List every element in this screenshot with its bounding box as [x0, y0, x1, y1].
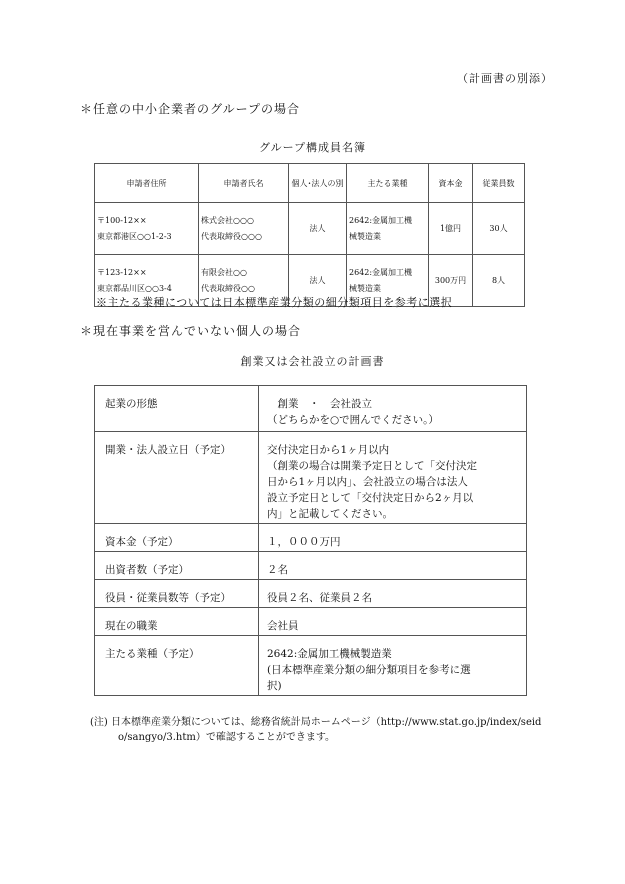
plan-value-line: 役員２名、従業員２名 — [267, 592, 372, 604]
industry-line: 2642:金属加工機 — [349, 215, 413, 225]
plan-label: 現在の職業 — [95, 608, 259, 636]
name-line: 有限会社○○ — [201, 267, 247, 277]
address-cell — [95, 203, 199, 255]
plan-value — [259, 386, 527, 432]
footer-note-line: (注) 日本標準産業分類については、総務省統計局ホームページ（http://www.stat.go.jp/index/seid — [90, 717, 542, 728]
plan-row-occupation — [95, 608, 527, 636]
roster-note: ※主たる業種については日本標準産業分類の細分類項目を参考に選択 — [96, 296, 453, 309]
entity-type-cell: 法人 — [289, 203, 347, 255]
plan-label: 役員・従業員数等（予定） — [95, 580, 259, 608]
plan-value-line: 内」と記載してください。 — [267, 508, 393, 520]
roster-title: グループ構成員名簿 — [258, 141, 367, 154]
plan-value-line: 会社員 — [267, 620, 299, 632]
plan-value-line: 交付決定日から1ヶ月以内 — [267, 444, 390, 456]
plan-row-business-form — [95, 386, 527, 432]
name-line: 代表取締役○○ — [201, 283, 255, 293]
plan-label: 開業・法人設立日（予定） — [95, 432, 259, 524]
plan-label: 起業の形態 — [95, 386, 259, 432]
plan-value-line: （どちらかを○で囲んでください。） — [267, 414, 439, 426]
plan-value-line: 創業 ・ 会社設立 — [267, 398, 372, 410]
industry-line: 械製造業 — [349, 231, 381, 241]
appendix-label: （計画書の別添） — [457, 72, 553, 85]
plan-value — [259, 552, 527, 580]
plan-row-capital — [95, 524, 527, 552]
plan-label: 資本金（予定） — [95, 524, 259, 552]
entity-type-cell: 法人 — [289, 255, 347, 307]
plan-value-line: 2642:金属加工機械製造業 — [267, 648, 392, 660]
plan-value-line: ２名 — [267, 564, 288, 576]
column-header-industry: 主たる業種 — [347, 164, 429, 203]
plan-value — [259, 636, 527, 696]
industry-cell — [347, 203, 429, 255]
plan-value-line: １，０００万円 — [267, 536, 341, 548]
column-header-employees: 従業員数 — [473, 164, 525, 203]
plan-row-founding-date — [95, 432, 527, 524]
column-header-capital: 資本金 — [429, 164, 473, 203]
industry-line: 械製造業 — [349, 283, 381, 293]
plan-value-line: （創業の場合は開業予定日として「交付決定 — [267, 460, 477, 472]
plan-value-line: 日から1ヶ月以内」、会社設立の場合は法人 — [267, 476, 468, 488]
capital-cell: 300万円 — [429, 255, 473, 307]
industry-line: 2642:金属加工機 — [349, 267, 413, 277]
name-line: 株式会社○○○ — [201, 215, 254, 225]
plan-value-line: (日本標準産業分類の細分類項目を参考に選 — [267, 664, 471, 676]
plan-value — [259, 580, 527, 608]
plan-title: 創業又は会社設立の計画書 — [240, 355, 385, 368]
employees-cell: 8人 — [473, 255, 525, 307]
column-header-name: 申請者氏名 — [199, 164, 289, 203]
name-line: 代表取締役○○○ — [201, 231, 262, 241]
group-roster-table — [94, 163, 525, 307]
table-row — [95, 203, 525, 255]
plan-row-staff — [95, 580, 527, 608]
plan-label: 出資者数（予定） — [95, 552, 259, 580]
column-header-entity-type: 個人･法人の別 — [289, 164, 347, 203]
business-plan-table — [94, 385, 527, 696]
address-line: 〒100-12×× — [97, 215, 147, 225]
plan-label: 主たる業種（予定） — [95, 636, 259, 696]
roster-header-row — [95, 164, 525, 203]
plan-value — [259, 524, 527, 552]
plan-value — [259, 608, 527, 636]
name-cell — [199, 203, 289, 255]
footer-note-line: o/sangyo/3.htm）で確認することができます。 — [118, 732, 336, 743]
plan-value — [259, 432, 527, 524]
plan-row-industry — [95, 636, 527, 696]
plan-value-line: 設立予定日として「交付決定日から2ヶ月以 — [267, 492, 474, 504]
section1-heading: ＊任意の中小企業者のグループの場合 — [80, 102, 301, 116]
employees-cell: 30人 — [473, 203, 525, 255]
address-line: 東京都港区○○1-2-3 — [97, 231, 172, 241]
address-line: 〒123-12×× — [97, 267, 147, 277]
plan-row-investors — [95, 552, 527, 580]
address-line: 東京都品川区○○3-4 — [97, 283, 172, 293]
plan-value-line: 択) — [267, 680, 282, 692]
column-header-address: 申請者住所 — [95, 164, 199, 203]
capital-cell: 1億円 — [429, 203, 473, 255]
section2-heading: ＊現在事業を営んでいない個人の場合 — [80, 324, 302, 338]
